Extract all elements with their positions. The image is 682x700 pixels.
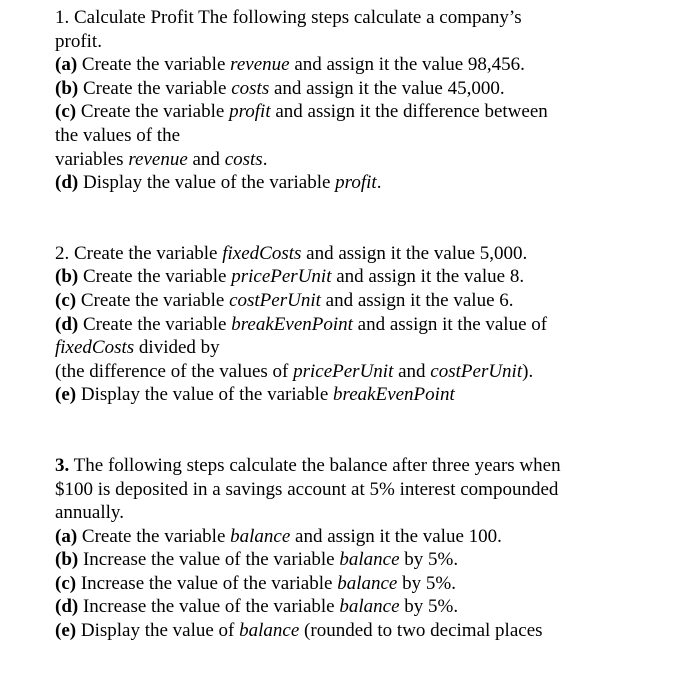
step-text: Create the variable [76,101,230,123]
problem-1-title-line-2: profit. [55,30,102,52]
problem-3-step-b [55,548,670,572]
step-text: The following steps calculate the balance after three years when [69,454,561,476]
step-text: Create the variable [76,289,230,311]
problem-3-step-e [55,619,670,643]
step-label: (c) [55,101,77,123]
step-text: and assign it the difference between [270,101,548,123]
step-text: . [376,172,382,194]
variable-name: pricePerUnit [293,360,394,382]
step-text: Increase the value of the variable [78,549,340,571]
problem-3-step-a [55,525,670,549]
variable-name: costs [231,77,270,99]
variable-name: revenue [128,148,188,170]
variable-name: breakEvenPoint [231,313,353,335]
step-text: and assign it the value 6. [320,289,514,311]
problem-3 [55,454,670,643]
step-label: (b) [55,549,79,571]
step-text: Increase the value of the variable [78,596,340,618]
variable-name: breakEvenPoint [333,384,455,406]
variable-name: fixedCosts [55,337,135,359]
variable-name: balance [339,596,400,618]
step-text: divided by [134,337,220,359]
problem-1-step-c [55,100,670,124]
step-text: and [393,360,431,382]
step-text: Display the value of the variable [76,384,334,406]
step-text: and assign it the value 45,000. [269,77,505,99]
variable-name: revenue [230,54,290,76]
problem-2-step-a [55,242,670,266]
step-text: Create the variable [77,54,231,76]
problem-2-step-d-line-3 [55,360,670,384]
variable-name: balance [337,572,398,594]
problem-1-step-c-line-3 [55,148,670,172]
step-text: by 5%. [399,549,459,571]
variable-name: profit [229,101,271,123]
step-text: 2. Create the variable [55,242,223,264]
problem-1-step-b [55,77,670,101]
problem-1-step-a [55,53,670,77]
step-text: by 5%. [397,572,456,594]
step-text: and assign it the value of [352,313,548,335]
variable-name: costPerUnit [430,360,523,382]
variable-name: balance [239,620,300,642]
problem-3-step-d [55,595,670,619]
step-text: and assign it the value 8. [331,266,525,288]
problem-3-title-line-1 [55,454,670,478]
step-text: and assign it the value 5,000. [301,242,528,264]
variable-name: balance [339,549,400,571]
problem-1-step-d [55,171,670,195]
step-text: ). [522,360,534,382]
step-text: and assign it the value 98,456. [289,54,525,76]
step-label: (b) [55,266,79,288]
step-text: Create the variable [78,266,232,288]
step-text: and assign it the value 100. [290,525,502,547]
problem-3-step-c [55,572,670,596]
step-text: variables [55,148,129,170]
step-label: (a) [55,54,78,76]
step-label: (a) [55,525,78,547]
problem-3-title-line-2: $100 is deposited in a savings account at 5% interest compounded [55,478,559,500]
step-text: Increase the value of the variable [76,572,338,594]
step-text: (the difference of the values of [55,360,294,382]
problem-2 [55,242,670,407]
variable-name: profit [335,172,377,194]
document-page [55,6,670,643]
spacer [55,407,670,454]
step-text: . [262,148,268,170]
step-label: (d) [55,172,79,194]
problem-1-title-line-1: 1. Calculate Profit The following steps calculate a company’s [55,7,522,28]
step-label: (e) [55,620,77,642]
step-text: Display the value of the variable [78,172,336,194]
problem-2-step-b [55,265,670,289]
step-text: by 5%. [399,596,459,618]
problem-2-step-d [55,313,670,337]
step-label: (c) [55,572,77,594]
variable-name: pricePerUnit [231,266,332,288]
step-text: and [187,148,225,170]
variable-name: balance [230,525,291,547]
step-text: Create the variable [78,77,232,99]
step-text: Display the value of [76,620,240,642]
variable-name: costs [224,148,263,170]
step-label: 3. [55,454,70,476]
step-label: (d) [55,313,79,335]
problem-1 [55,6,670,195]
problem-3-title-line-3: annually. [55,502,124,524]
problem-2-step-c [55,289,670,313]
problem-2-step-d-line-2 [55,336,670,360]
problem-2-step-e [55,383,670,407]
step-label: (b) [55,77,79,99]
step-text: (rounded to two decimal places [299,620,543,642]
spacer [55,195,670,242]
step-label: (d) [55,596,79,618]
problem-1-step-c-line-2: the values of the [55,124,181,146]
step-text: Create the variable [77,525,231,547]
step-text: Create the variable [78,313,232,335]
step-label: (c) [55,289,77,311]
variable-name: costPerUnit [229,289,321,311]
step-label: (e) [55,384,77,406]
variable-name: fixedCosts [222,242,302,264]
